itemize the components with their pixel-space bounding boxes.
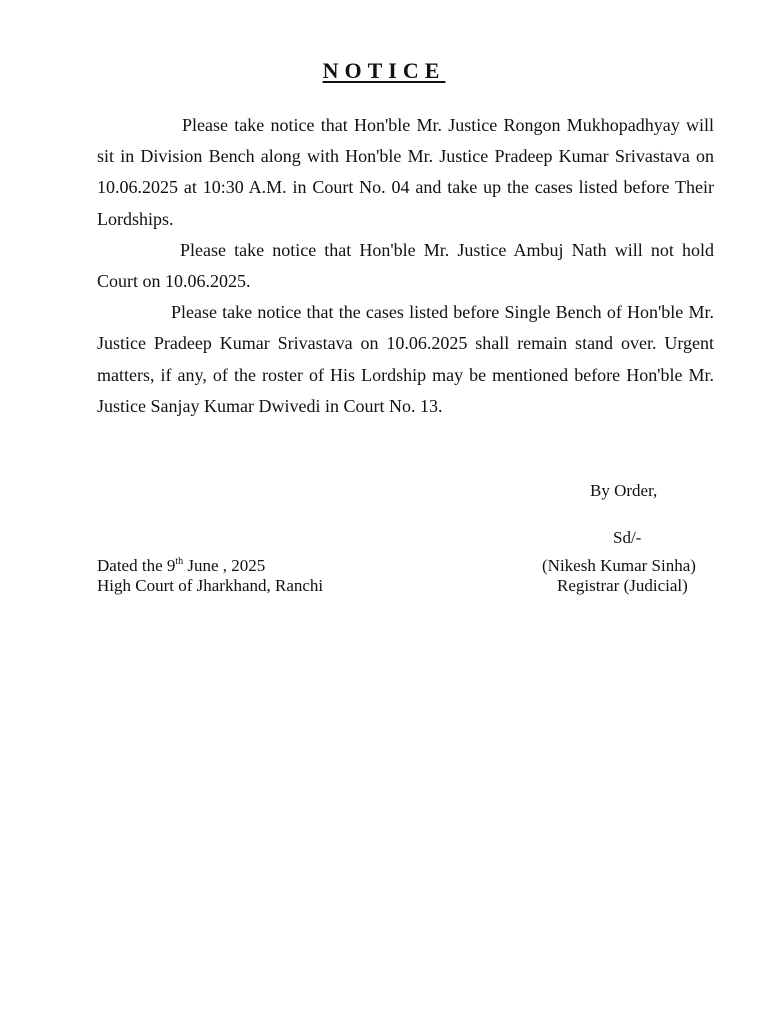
- notice-paragraph-2: Please take notice that Hon'ble Mr. Justice Ambuj Nath will not hold Court on 10.06.2025.: [97, 239, 714, 292]
- dated-rest: June , 2025: [183, 556, 266, 575]
- dated-prefix: Dated the 9: [97, 556, 176, 575]
- dated-line: [97, 556, 265, 576]
- notice-paragraph-3: Please take notice that the cases listed before Single Bench of Hon'ble Mr. Justice Pradeep Kumar Srivastava on 10.06.2025 shall remain stand over. Urgent matters, if any, of the roster of His Lordship may be mentioned before Hon'ble Mr. Justice Sanjay Kumar Dwivedi in Court No. 13.: [97, 302, 714, 416]
- signed-mark: Sd/-: [613, 528, 642, 547]
- signatory-title: Registrar (Judicial): [557, 576, 688, 595]
- signatory-name: (Nikesh Kumar Sinha): [542, 556, 696, 575]
- dated-ordinal-suffix: th: [175, 556, 184, 567]
- court-name: High Court of Jharkhand, Ranchi: [97, 576, 324, 595]
- notice-paragraph-1: Please take notice that Hon'ble Mr. Justice Rongon Mukhopadhyay will sit in Division Bench along with Hon'ble Mr. Justice Pradeep Kumar Srivastava on 10.06.2025 at 10:30 A.M. in Court No. 04 and take up the cases listed before Their Lordships.: [97, 115, 714, 229]
- notice-title: NOTICE: [322, 58, 446, 83]
- notice-body: [97, 110, 714, 422]
- by-order-label: By Order,: [590, 481, 658, 500]
